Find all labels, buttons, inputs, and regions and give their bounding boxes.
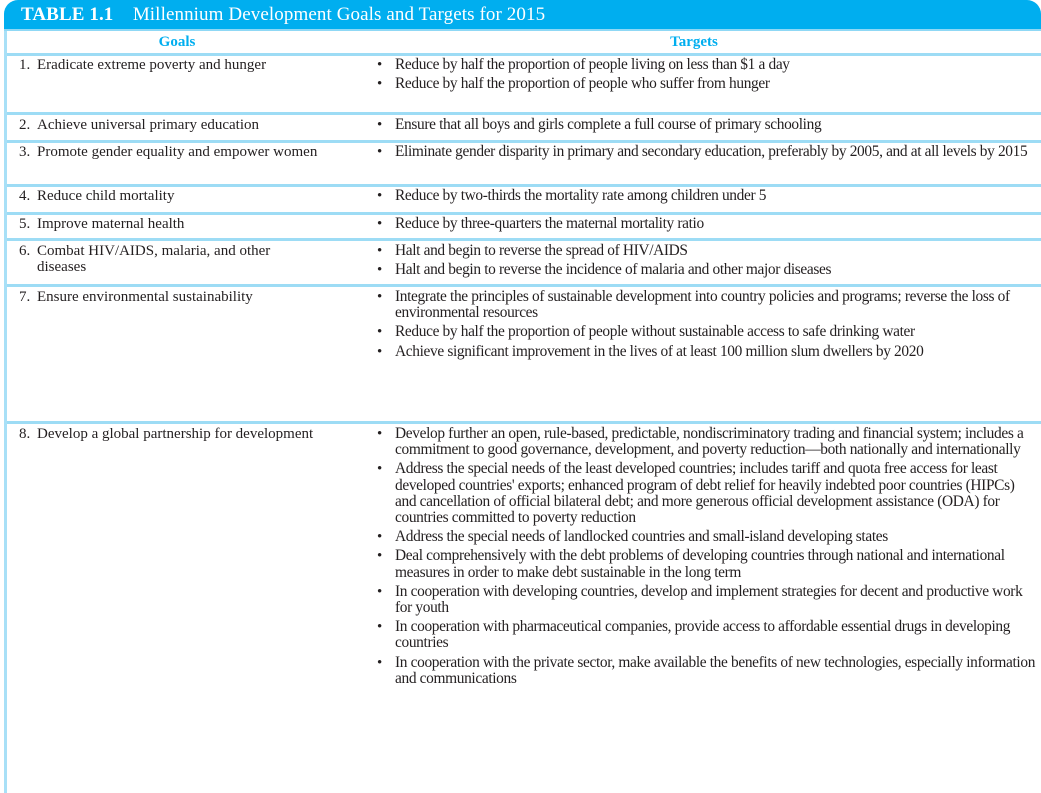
- goal-number: 2.: [19, 117, 31, 133]
- table-title: [21, 4, 545, 26]
- table-title-bar: [4, 0, 1041, 31]
- goal-cell: [19, 243, 319, 275]
- target-list: [377, 426, 1037, 690]
- goal-cell: [19, 289, 319, 305]
- row-divider: [7, 284, 1041, 287]
- goal-text: Eradicate extreme poverty and hunger: [37, 57, 267, 73]
- target-list: [377, 188, 1037, 207]
- goal-cell: [19, 188, 319, 204]
- target-item: • Halt and begin to reverse the incidence of malaria and other major diseases: [377, 262, 1037, 278]
- target-item: • Reduce by half the proportion of people without sustainable access to safe drinking water: [377, 324, 1037, 340]
- target-item: • Develop further an open, rule-based, predictable, nondiscriminatory trading and financial system; includes a commitment to good governance, development, and poverty reduction—both nationally and internationally: [377, 426, 1037, 458]
- target-item: • Deal comprehensively with the debt problems of developing countries through national and international measures in order to make debt sustainable in the long term: [377, 548, 1037, 580]
- goal-cell: [19, 117, 319, 133]
- goal-text: Improve maternal health: [37, 216, 185, 232]
- goal-cell: [19, 57, 319, 73]
- goal-text: Achieve universal primary education: [37, 117, 259, 133]
- goal-number: 6.: [19, 243, 31, 259]
- goal-cell: [19, 426, 319, 442]
- target-list: [377, 216, 1037, 235]
- target-item: • Reduce by two-thirds the mortality rate among children under 5: [377, 188, 1037, 204]
- column-header-goals: Goals: [158, 34, 196, 50]
- target-item: • Ensure that all boys and girls complete a full course of primary schooling: [377, 117, 1037, 133]
- target-item: • Eliminate gender disparity in primary and secondary education, preferably by 2005, and at all levels by 2015: [377, 144, 1037, 160]
- goal-number: 5.: [19, 216, 31, 232]
- goal-text: Promote gender equality and empower women: [37, 144, 318, 160]
- target-list: [377, 243, 1037, 281]
- column-header-targets: Targets: [670, 34, 718, 50]
- goal-number: 1.: [19, 57, 31, 73]
- target-item: • Address the special needs of landlocked countries and small-island developing states: [377, 529, 1037, 545]
- goal-text: Develop a global partnership for development: [37, 426, 314, 442]
- target-item: • Integrate the principles of sustainable development into country policies and programs; reverse the loss of environmental resources: [377, 289, 1037, 321]
- target-item: • Achieve significant improvement in the lives of at least 100 million slum dwellers by 2020: [377, 344, 1037, 360]
- target-list: [377, 289, 1037, 363]
- goal-text: Combat HIV/AIDS, malaria, and other diseases: [37, 243, 271, 275]
- target-list: [377, 144, 1037, 163]
- target-item: • Address the special needs of the least developed countries; includes tariff and quota free access for least developed countries' exports; enhanced program of debt relief for heavily indebted poor countries (HIPCs) and cancellation of official bilateral debt; and more generous official development assistance (ODA) for countries committed to poverty reduction: [377, 461, 1037, 526]
- target-item: • Reduce by half the proportion of people living on less than $1 a day: [377, 57, 1037, 73]
- target-item: • In cooperation with pharmaceutical companies, provide access to affordable essential drugs in developing countries: [377, 619, 1037, 651]
- goal-text: Reduce child mortality: [37, 188, 175, 204]
- goal-cell: [19, 216, 319, 232]
- goal-number: 8.: [19, 426, 31, 442]
- target-list: [377, 117, 1037, 136]
- row-divider: [7, 421, 1041, 424]
- row-divider: [7, 238, 1041, 241]
- goal-number: 3.: [19, 144, 31, 160]
- target-item: • Halt and begin to reverse the spread of HIV/AIDS: [377, 243, 1037, 259]
- goal-number: 4.: [19, 188, 31, 204]
- target-list: [377, 57, 1037, 95]
- target-item: • Reduce by half the proportion of people who suffer from hunger: [377, 76, 1037, 92]
- row-divider: [7, 112, 1041, 115]
- goal-cell: [19, 144, 319, 160]
- target-item: • In cooperation with developing countries, develop and implement strategies for decent and productive work for youth: [377, 584, 1037, 616]
- target-item: • In cooperation with the private sector, make available the benefits of new technologies, especially information and communications: [377, 655, 1037, 687]
- goal-number: 7.: [19, 289, 31, 305]
- table-label: TABLE 1.1: [21, 4, 114, 25]
- goal-text: Ensure environmental sustainability: [37, 289, 253, 305]
- target-item: • Reduce by three-quarters the maternal mortality ratio: [377, 216, 1037, 232]
- table-title-text: Millennium Development Goals and Targets for 2015: [132, 4, 546, 25]
- table-left-border: [4, 31, 7, 793]
